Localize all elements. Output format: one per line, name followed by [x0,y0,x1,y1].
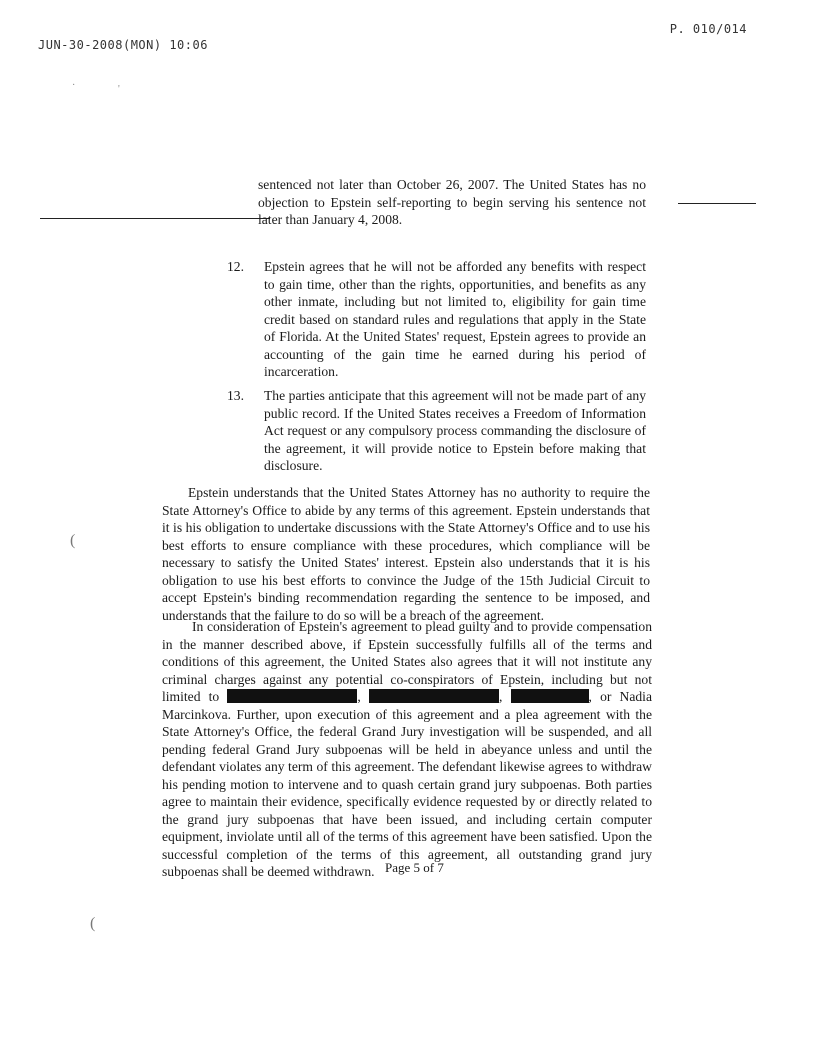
item-text: The parties anticipate that this agreement will not be made part of any public record. If the United States receives a Freedom of Information Act request or any compulsory process commanding the disclosure of the agreement, it will provide notice to Epstein before making that disclosure. [264,388,646,473]
item-number: 12. [227,259,244,274]
scan-speck: · [72,80,76,91]
consideration-text-start: In consideration of Epstein's agreement to plead guilty and to provide compensation in the manner described above, if Epstein successfully fulfills all of the terms and conditions of this agreement, the United States also agrees that it will not institute any criminal charges against any potential co-conspirators of Epstein, including but not limited to [162,619,652,704]
item-number: 13. [227,388,244,403]
margin-mark: ( [70,532,76,549]
separator: , [357,689,361,704]
scan-speck: ' [118,84,120,95]
consideration-paragraph [162,618,652,881]
horizontal-rule-left [40,218,270,219]
redaction-block [439,689,499,703]
fax-header-datetime: JUN-30-2008(MON) 10:06 [38,38,208,52]
separator: , [498,689,503,704]
authority-paragraph: Epstein understands that the United States Attorney has no authority to require the State Attorney's Office to abide by any terms of this agreement. Epstein understands that it is his obligation to undertake discussions with the State Attorney's Office and to use his best efforts to ensure compliance with these procedures, which compliance will be necessary to satisfy the United States' interest. Epstein also understands that it is his obligation to use his best efforts to convince the Judge of the 15th Judicial Circuit to accept Epstein's binding recommendation regarding the sentence to be imposed, and understands that the failure to do so will be a breach of the agreement. [162,485,650,623]
redaction-block [369,689,439,703]
consideration-text-end: , or Nadia Marcinkova. Further, upon execution of this agreement and a plea agreement with the State Attorney's Office, the federal Grand Jury investigation will be suspended, and all pending federal Grand Jury subpoenas will be held in abeyance unless and until the defendant violates any term of this agreement. The defendant likewise agrees to withdraw his pending motion to intervene and to quash certain grand jury subpoenas. Both parties agree to maintain their evidence, specifically evidence requested by or directly related to the grand jury subpoenas that have been issued, and including certain computer equipment, inviolate until all of the terms of this agreement have been satisfied. Upon the successful completion of the terms of this agreement, all outstanding grand jury subpoenas shall be deemed withdrawn. [162,689,652,879]
margin-mark: ( [90,915,96,932]
page-number-footer: Page 5 of 7 [385,860,444,875]
fax-header-page-code: P. 010/014 [669,22,747,36]
continuation-paragraph: sentenced not later than October 26, 2007. The United States has no objection to Epstein self-reporting to begin serving his sentence not later than January 4, 2008. [258,177,646,227]
horizontal-rule-right [678,203,756,204]
redaction-block [227,689,357,703]
item-text: Epstein agrees that he will not be afforded any benefits with respect to gain time, other than the rights, opportunities, and benefits as any other inmate, including but not limited to, eligibility for gain time credit based on standard rules and regulations that apply in the State of Florida. At the United States' request, Epstein agrees to provide an accounting of the gain time he earned during his period of incarceration. [264,259,646,379]
redaction-block [511,689,589,703]
